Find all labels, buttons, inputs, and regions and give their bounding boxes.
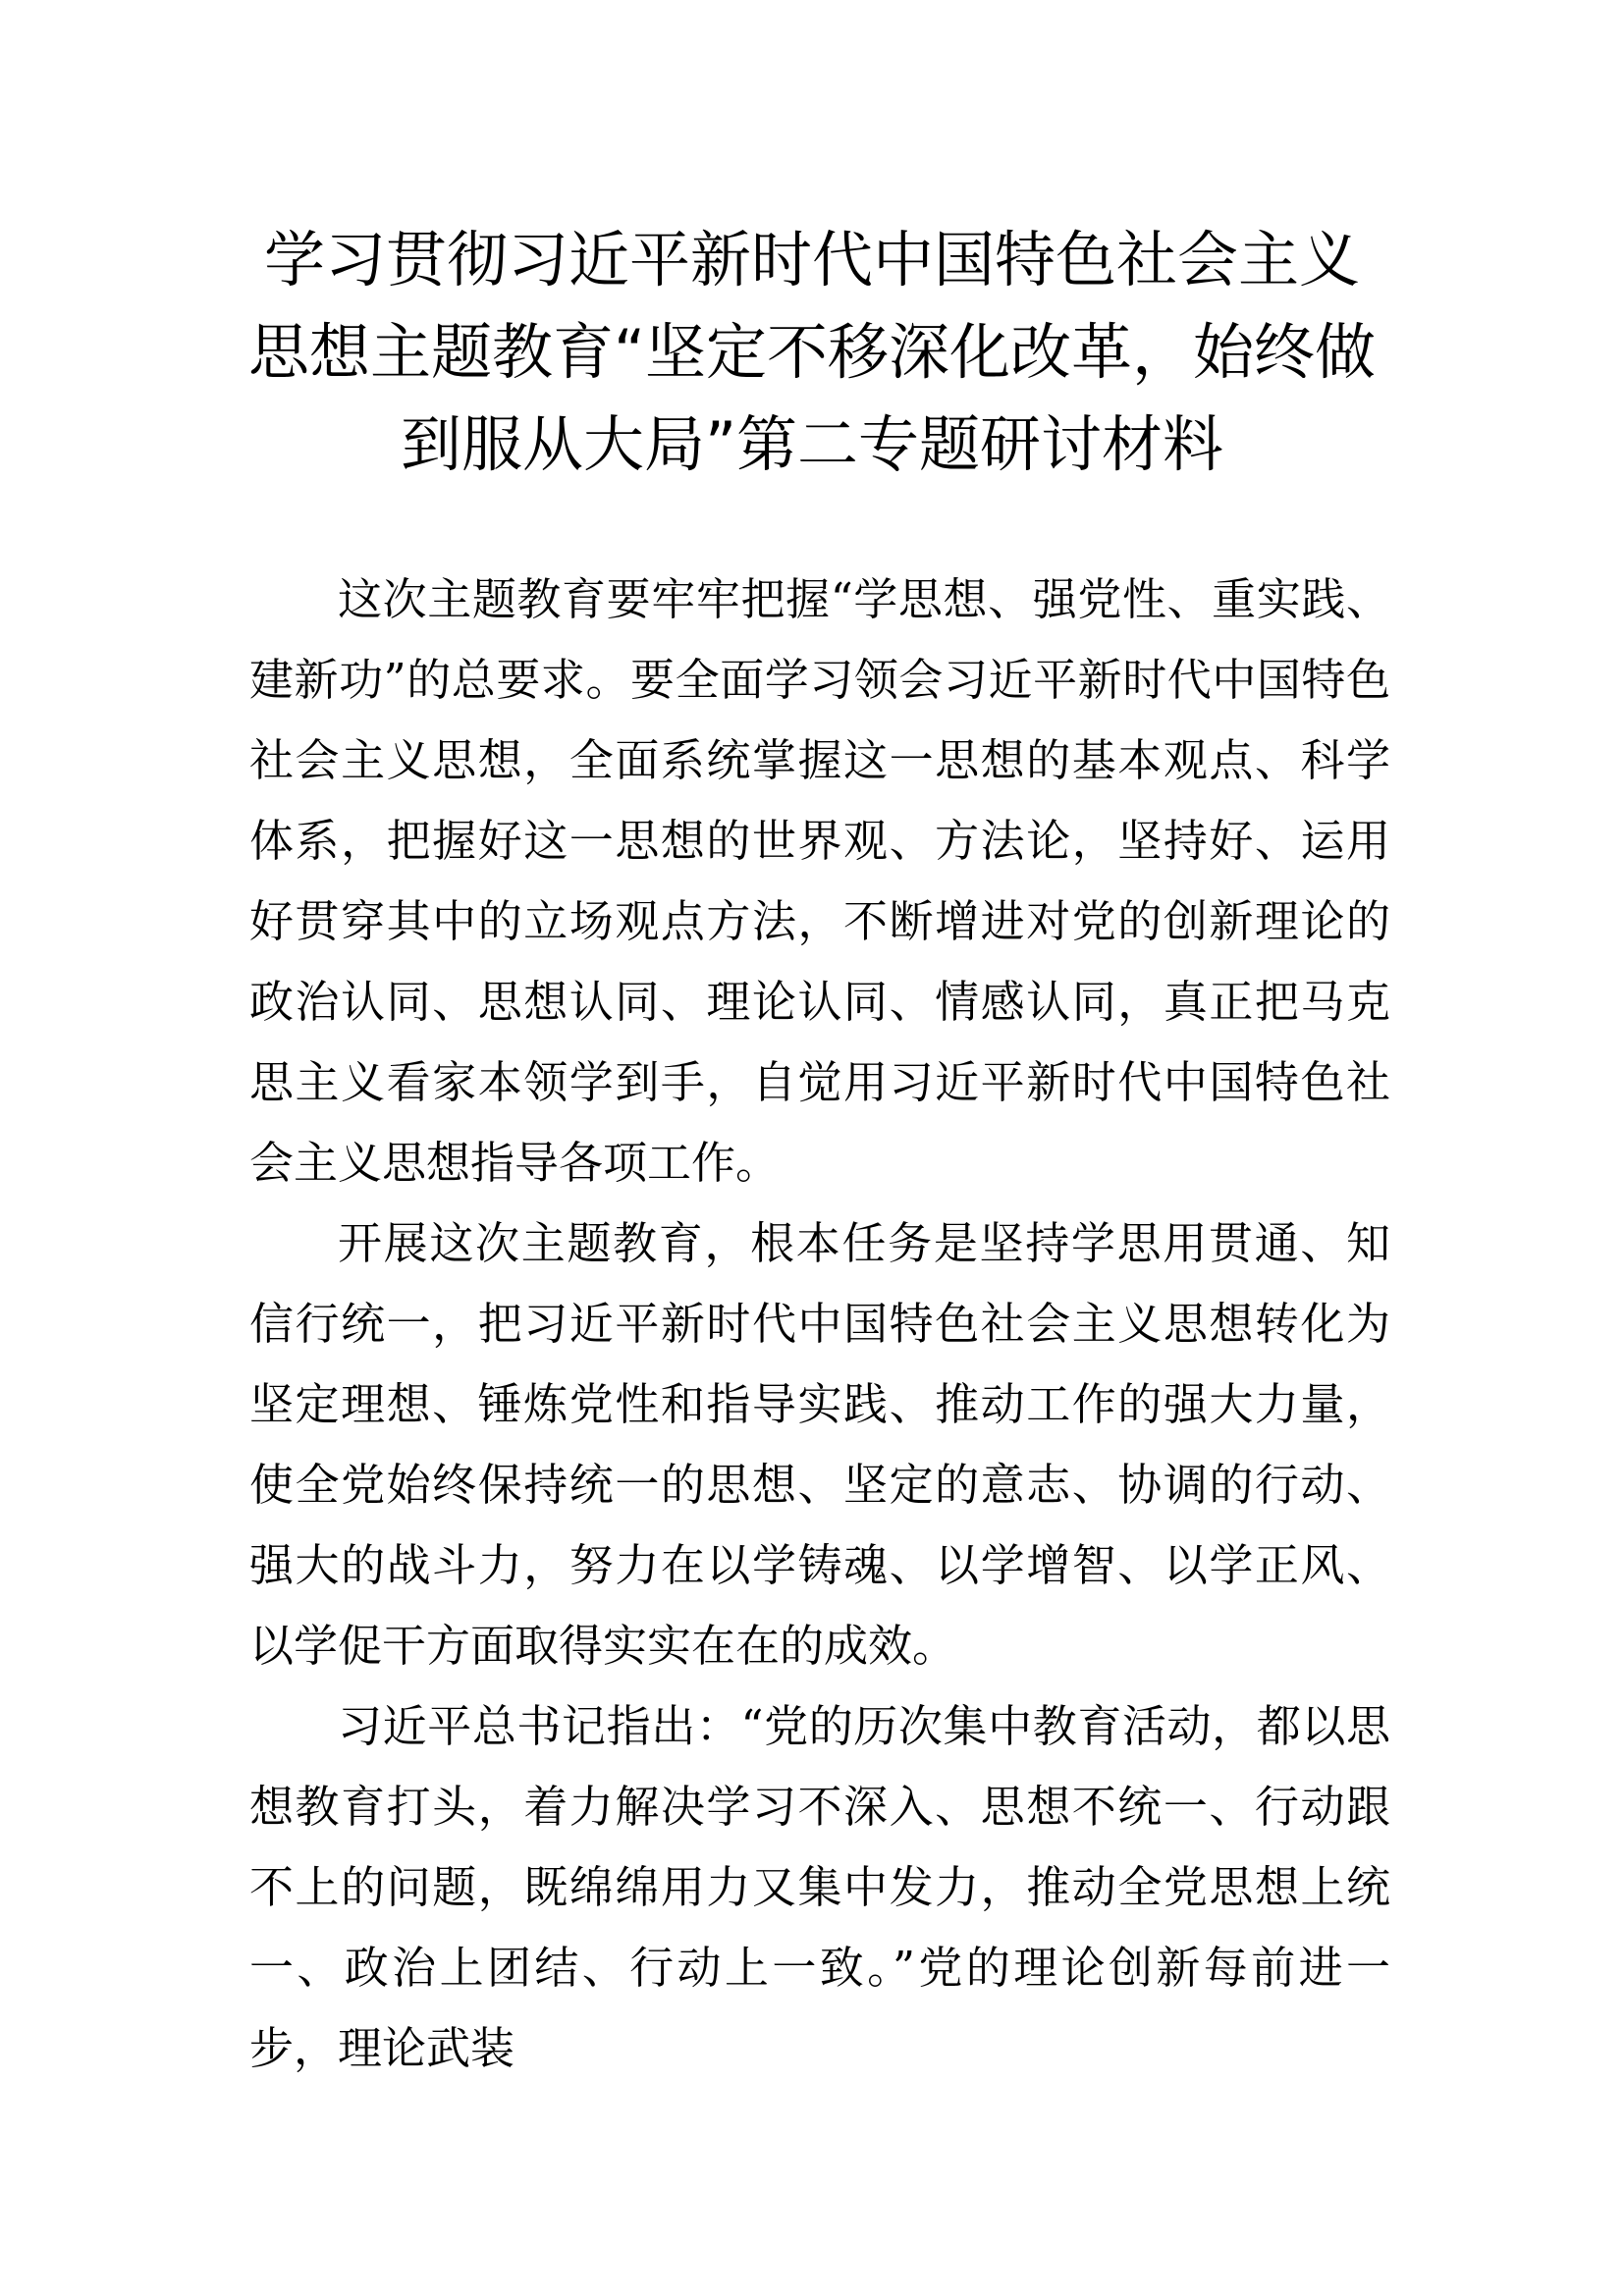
- title-line-1: 学习贯彻习近平新时代中国特色社会主义: [263, 224, 1360, 295]
- document-title: [196, 214, 1428, 491]
- title-line-3: 到服从大局”第二专题研讨材料: [400, 408, 1224, 480]
- paragraph-1: 这次主题教育要牢牢把握“学思想、强党性、重实践、建新功”的总要求。要全面学习领会习近平新时代中国特色社会主义思想，全面系统掌握这一思想的基本观点、科学体系，把握好这一思想的世界观、方法论，坚持好、运用好贯穿其中的立场观点方法，不断增进对党的创新理论的政治认同、思想认同、理论认同、情感认同，真正把马克思主义看家本领学到手，自觉用习近平新时代中国特色社会主义思想指导各项工作。: [249, 573, 1390, 1189]
- title-line-2: 思想主题教育“坚定不移深化改革，始终做: [247, 316, 1377, 388]
- document-body: [249, 560, 1390, 2089]
- paragraph-3: 习近平总书记指出：“党的历次集中教育活动，都以思想教育打头，着力解决学习不深入、思想不统一、行动跟不上的问题，既绵绵用力又集中发力，推动全党思想上统一、政治上团结、行动上一致。”党的理论创新每前进一步，理论武装: [249, 1700, 1390, 2074]
- paragraph-2: 开展这次主题教育，根本任务是坚持学思用贯通、知信行统一，把习近平新时代中国特色社会主义思想转化为坚定理想、锤炼党性和指导实践、推动工作的强大力量，使全党始终保持统一的思想、坚定的意志、协调的行动、强大的战斗力，努力在以学铸魂、以学增智、以学正风、以学促干方面取得实实在在的成效。: [249, 1217, 1390, 1672]
